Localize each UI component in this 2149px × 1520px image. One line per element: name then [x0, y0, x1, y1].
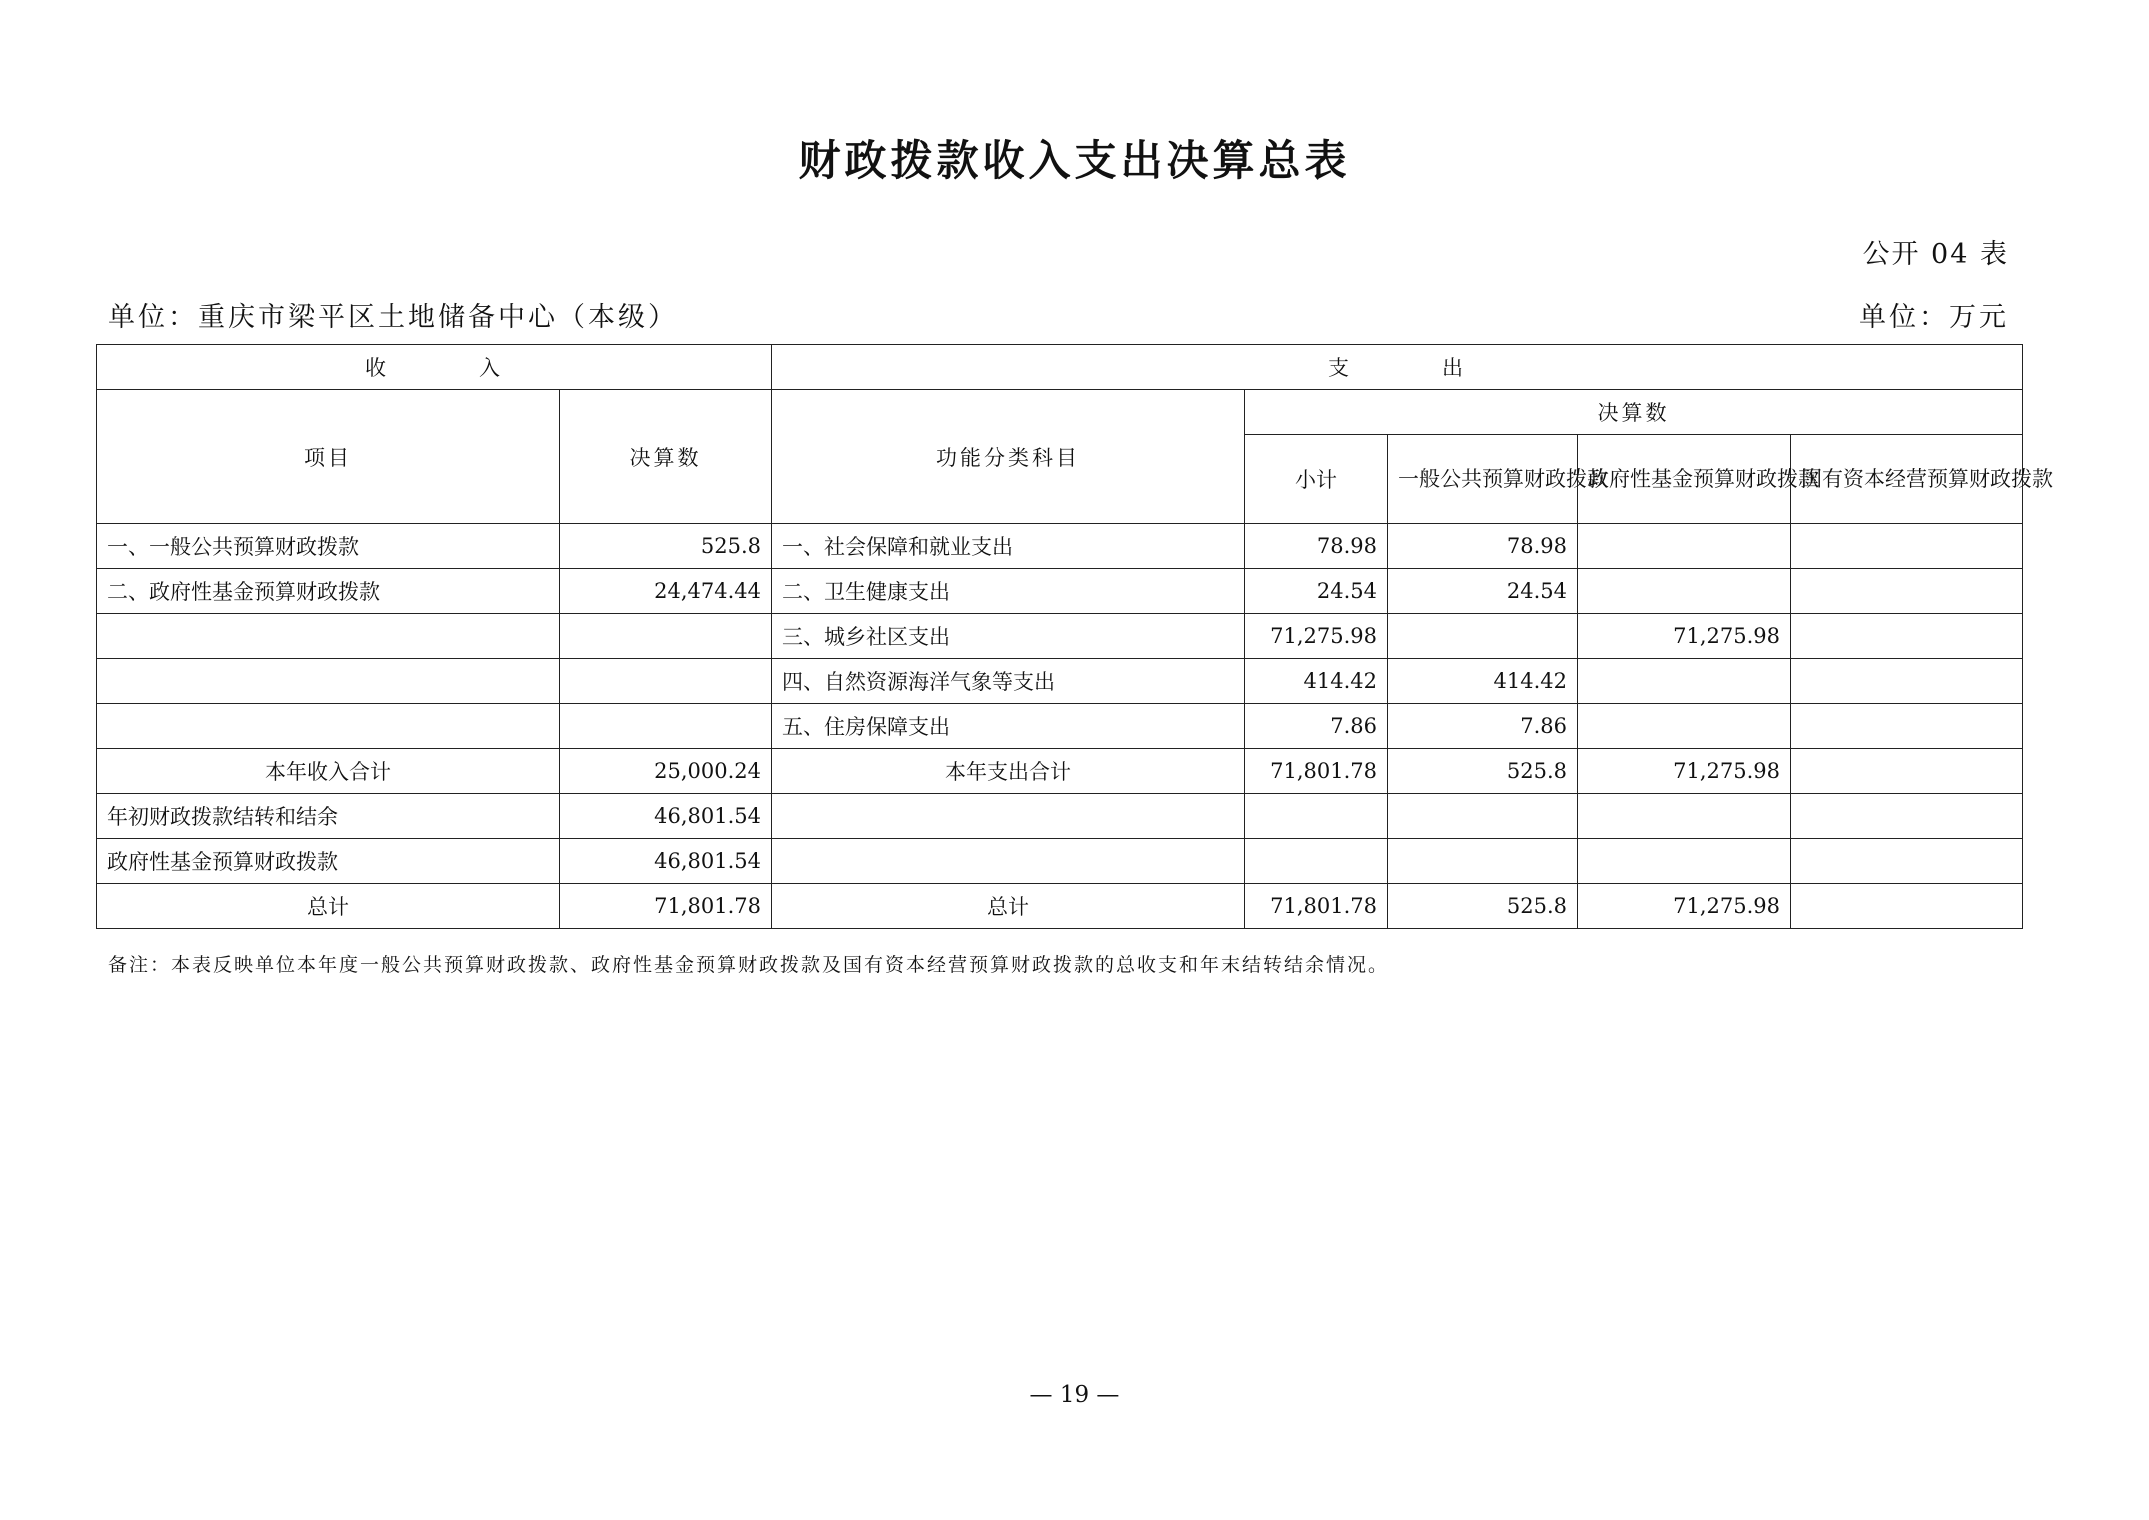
income-amount	[560, 704, 772, 749]
expense-item	[772, 794, 1245, 839]
subtotal-value: 24.54	[1245, 569, 1388, 614]
state-capital-value	[1791, 794, 2023, 839]
income-amount: 46,801.54	[560, 839, 772, 884]
expense-item: 一、社会保障和就业支出	[772, 524, 1245, 569]
table-row	[97, 704, 2023, 749]
income-amount: 71,801.78	[560, 884, 772, 929]
income-item: 二、政府性基金预算财政拨款	[97, 569, 560, 614]
general-budget-value: 24.54	[1388, 569, 1578, 614]
income-amount	[560, 659, 772, 704]
state-capital-value	[1791, 659, 2023, 704]
state-capital-header: 国有资本经营预算财政拨款	[1791, 435, 2023, 524]
general-budget-value: 7.86	[1388, 704, 1578, 749]
gov-fund-value: 71,275.98	[1578, 884, 1791, 929]
unit-organization: 单位：重庆市梁平区土地储备中心（本级）	[108, 302, 678, 333]
state-capital-value	[1791, 524, 2023, 569]
general-budget-header: 一般公共预算财政拨款	[1388, 435, 1578, 524]
subtotal-header: 小计	[1245, 435, 1388, 524]
subtotal-value	[1245, 794, 1388, 839]
state-capital-value	[1791, 704, 2023, 749]
expense-item: 总计	[772, 884, 1245, 929]
gov-fund-value	[1578, 659, 1791, 704]
state-capital-value	[1791, 839, 2023, 884]
general-budget-value	[1388, 614, 1578, 659]
general-budget-value: 525.8	[1388, 749, 1578, 794]
state-capital-value	[1791, 749, 2023, 794]
table-row	[97, 794, 2023, 839]
expense-item	[772, 839, 1245, 884]
table-row	[97, 524, 2023, 569]
expense-item: 本年支出合计	[772, 749, 1245, 794]
table-row	[97, 839, 2023, 884]
gov-fund-header: 政府性基金预算财政拨款	[1578, 435, 1791, 524]
gov-fund-value	[1578, 794, 1791, 839]
item-header: 项目	[97, 390, 560, 524]
table-row	[97, 569, 2023, 614]
grand-total-row	[97, 884, 2023, 929]
state-capital-value	[1791, 569, 2023, 614]
income-header: 收 入	[97, 345, 772, 390]
income-item: 一、一般公共预算财政拨款	[97, 524, 560, 569]
income-amount: 25,000.24	[560, 749, 772, 794]
amount-header: 决算数	[560, 390, 772, 524]
income-amount: 46,801.54	[560, 794, 772, 839]
gov-fund-value	[1578, 839, 1791, 884]
unit-currency: 单位：万元	[1859, 302, 2009, 333]
gov-fund-value: 71,275.98	[1578, 614, 1791, 659]
general-budget-value: 414.42	[1388, 659, 1578, 704]
state-capital-value	[1791, 614, 2023, 659]
header-row-1	[97, 345, 2023, 390]
expense-item: 三、城乡社区支出	[772, 614, 1245, 659]
subtotal-value: 71,801.78	[1245, 749, 1388, 794]
table-row	[97, 614, 2023, 659]
annual-total-row	[97, 749, 2023, 794]
subtotal-value: 7.86	[1245, 704, 1388, 749]
expense-header: 支 出	[772, 345, 2023, 390]
general-budget-value	[1388, 794, 1578, 839]
table-row	[97, 659, 2023, 704]
subtotal-value	[1245, 839, 1388, 884]
finance-summary-table	[96, 344, 2053, 929]
general-budget-value	[1388, 839, 1578, 884]
subtotal-value: 78.98	[1245, 524, 1388, 569]
general-budget-value: 525.8	[1388, 884, 1578, 929]
income-amount: 24,474.44	[560, 569, 772, 614]
income-item	[97, 659, 560, 704]
income-item	[97, 704, 560, 749]
gov-fund-value	[1578, 704, 1791, 749]
form-number: 公开 04 表	[1862, 239, 2009, 270]
expense-item: 四、自然资源海洋气象等支出	[772, 659, 1245, 704]
final-amount-header: 决算数	[1245, 390, 2023, 435]
income-item: 年初财政拨款结转和结余	[97, 794, 560, 839]
table-note: 备注：本表反映单位本年度一般公共预算财政拨款、政府性基金预算财政拨款及国有资本经营预算财政拨款的总收支和年末结转结余情况。	[108, 954, 1390, 976]
income-amount	[560, 614, 772, 659]
subtotal-value: 414.42	[1245, 659, 1388, 704]
expense-item: 二、卫生健康支出	[772, 569, 1245, 614]
income-item	[97, 614, 560, 659]
gov-fund-value: 71,275.98	[1578, 749, 1791, 794]
state-capital-value	[1791, 884, 2023, 929]
income-item: 本年收入合计	[97, 749, 560, 794]
page-number: — 19 —	[1029, 1382, 1120, 1408]
income-amount: 525.8	[560, 524, 772, 569]
func-subject-header: 功能分类科目	[772, 390, 1245, 524]
page-title: 财政拨款收入支出决算总表	[798, 136, 1351, 185]
subtotal-value: 71,275.98	[1245, 614, 1388, 659]
general-budget-value: 78.98	[1388, 524, 1578, 569]
subtotal-value: 71,801.78	[1245, 884, 1388, 929]
expense-item: 五、住房保障支出	[772, 704, 1245, 749]
income-item: 政府性基金预算财政拨款	[97, 839, 560, 884]
gov-fund-value	[1578, 524, 1791, 569]
header-row-2	[97, 390, 2023, 435]
income-item: 总计	[97, 884, 560, 929]
gov-fund-value	[1578, 569, 1791, 614]
